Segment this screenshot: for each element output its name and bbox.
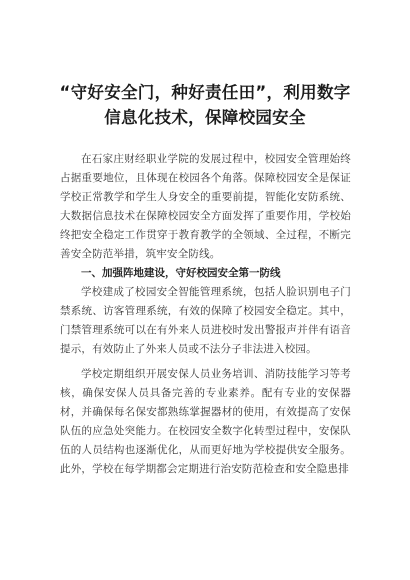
body-paragraph-1: 学校建成了校园安全智能管理系统，包括人脸识别电子门禁系统、访客管理系统，有效的保障了校园安全稳定。其中，门禁管理系统可以在有外来人员进校时发出警报声并伴有语音提示，有效防止了外来人员或不法分子非法进入校园。 bbox=[60, 286, 351, 355]
intro-paragraph: 在石家庄财经职业学院的发展过程中，校园安全管理始终占据重要地位，且体现在校园各个角落。保障校园安全是保证学校正常教学和学生人身安全的重要前提，智能化安防系统、大数据信息技术在保障校园安全方面发挥了重要作用，学校始终把安全稳定工作贯穿于教育教学的全领域、全过程，不断完善安全防范举措，筑牢安全防线。 bbox=[60, 153, 351, 260]
body-paragraph-2: 学校定期组织开展安保人员业务培训、消防技能学习等考核，确保安保人员具备完善的专业素养。配有专业的安保器材，并确保每名保安都熟练掌握器材的使用，有效提高了安保队伍的应急处突能力。在校园安全数字化转型过程中，安保队伍的人员结构也逐渐优化，从而更好地为学校提供安全服务。此外，学校在每学期都会定期进行治安防范检查和安全隐患排 bbox=[60, 368, 351, 475]
document-body bbox=[60, 150, 351, 479]
section-heading: 一、加强阵地建设，守好校园安全第一防线 bbox=[81, 267, 281, 279]
document-title: “守好安全门，种好责任田”，利用数字信息化技术，保障校园安全 bbox=[59, 83, 351, 127]
